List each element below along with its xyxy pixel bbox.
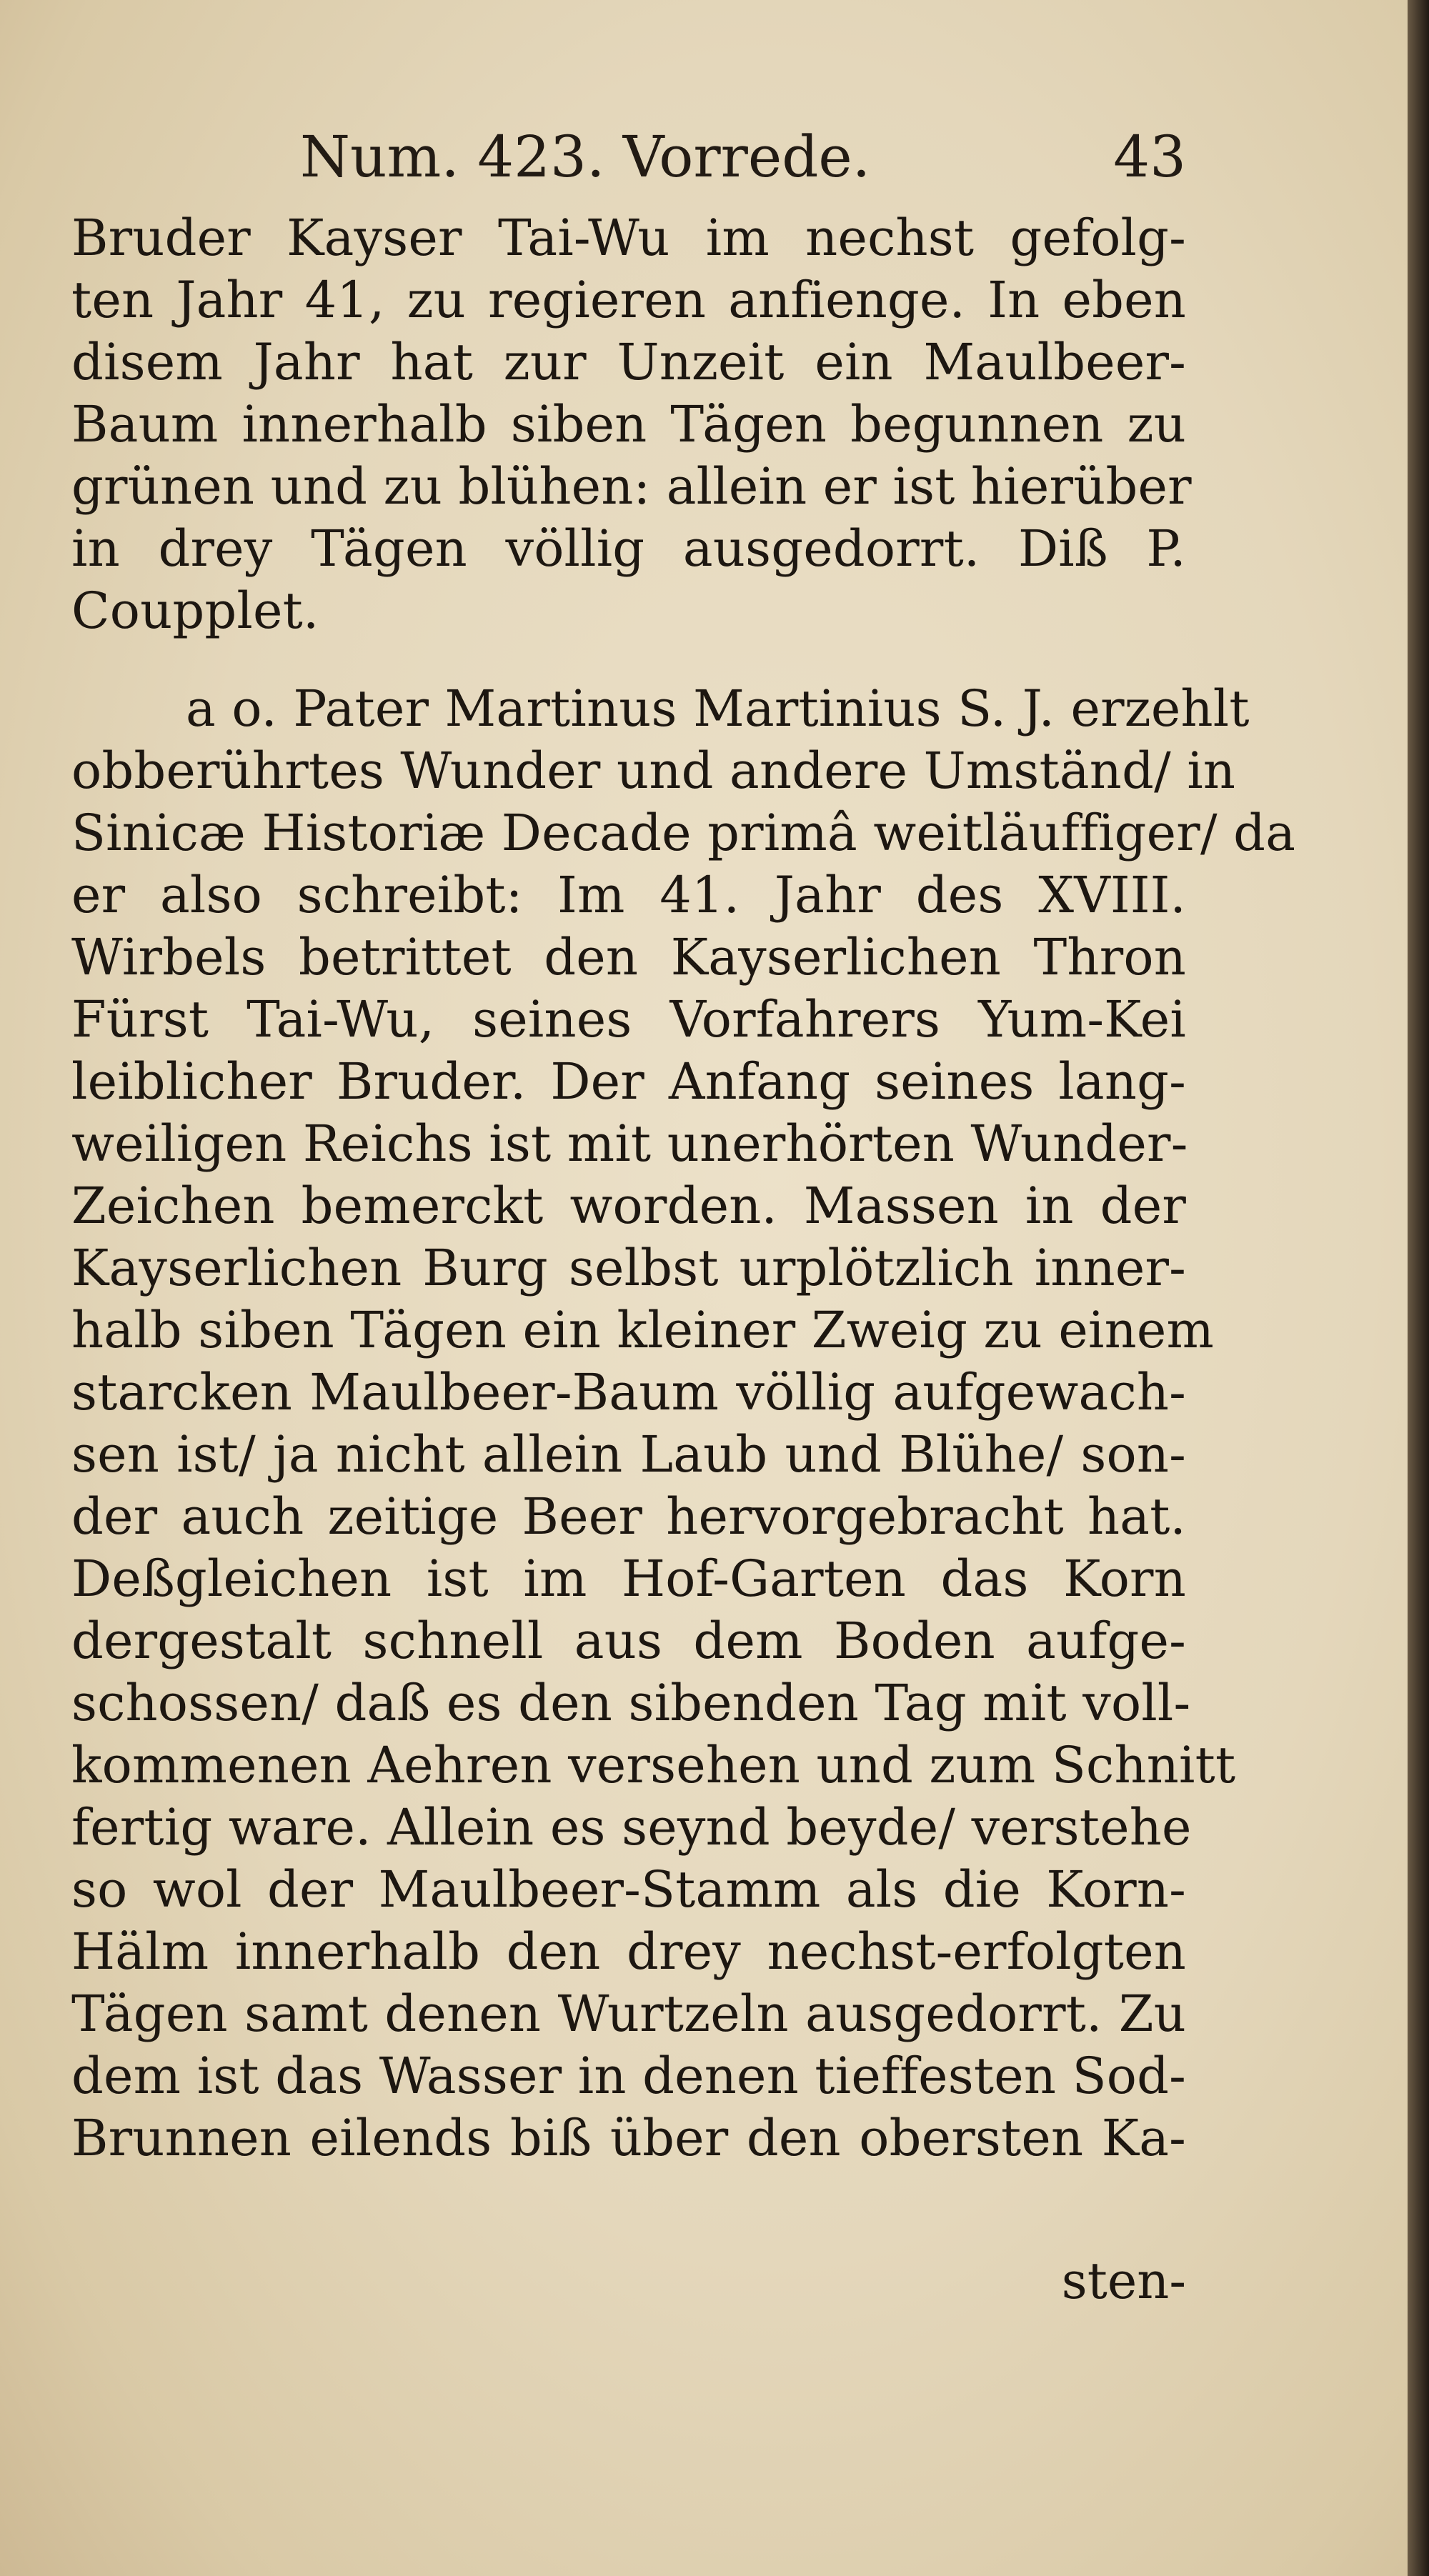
text-line: Zeichen bemerckt worden. Massen in der <box>71 1177 1186 1235</box>
text-line: er also schreibt: Im 41. Jahr des XVIII. <box>71 866 1186 924</box>
text-line: dem ist das Wasser in denen tieffesten Sod- <box>71 2047 1186 2105</box>
text-line: sen ist/ ja nicht allein Laub und Blühe/ son- <box>71 1425 1186 1484</box>
text-line: der auch zeitige Beer hervorgebracht hat. <box>71 1487 1186 1546</box>
paragraph-gap <box>71 642 1186 678</box>
text-line: Deßgleichen ist im Hof-Garten das Korn <box>71 1549 1186 1608</box>
text-line: a o. Pater Martinus Martinius S. J. erzehlt <box>186 679 1250 738</box>
text-line: grünen und zu blühen: allein er ist hierüber <box>71 457 1192 516</box>
text-line: Sinicæ Historiæ Decade primâ weitläuffiger/ da <box>71 804 1296 862</box>
text-line: Brunnen eilends biß über den obersten Ka- <box>71 2109 1186 2167</box>
header-title: Num. 423. Vorrede. <box>300 124 871 190</box>
text-line: dergestalt schnell aus dem Boden aufge- <box>71 1612 1186 1670</box>
running-header <box>300 107 1186 207</box>
text-line: Tägen samt denen Wurtzeln ausgedorrt. Zu <box>71 1985 1186 2043</box>
body-text <box>71 207 1296 2170</box>
text-line: fertig ware. Allein es seynd beyde/ verstehe <box>71 1798 1192 1857</box>
text-line: Baum innerhalb siben Tägen begunnen zu <box>71 395 1186 454</box>
text-line: in drey Tägen völlig ausgedorrt. Diß P. <box>71 519 1186 578</box>
text-line: Wirbels betrittet den Kayserlichen Thron <box>71 928 1186 987</box>
text-line: kommenen Aehren versehen und zum Schnitt <box>71 1736 1236 1794</box>
text-line: so wol der Maulbeer-Stamm als die Korn- <box>71 1860 1186 1919</box>
text-line: leiblicher Bruder. Der Anfang seines lang- <box>71 1052 1186 1111</box>
text-line: Coupplet. <box>71 581 319 640</box>
text-line: obberührtes Wunder und andere Umständ/ in <box>71 742 1236 800</box>
text-line: ten Jahr 41, zu regieren anfienge. In eben <box>71 271 1186 329</box>
catchword: sten- <box>1061 2252 1186 2310</box>
paragraph-2 <box>71 678 1296 2170</box>
text-line: Fürst Tai-Wu, seines Vorfahrers Yum-Kei <box>71 990 1186 1049</box>
text-line: halb siben Tägen ein kleiner Zweig zu einem <box>71 1301 1215 1359</box>
text-line: starcken Maulbeer-Baum völlig aufgewach- <box>71 1363 1186 1422</box>
text-line: disem Jahr hat zur Unzeit ein Maulbeer- <box>71 333 1186 391</box>
page-number: 43 <box>1113 124 1186 190</box>
text-line: Hälm innerhalb den drey nechst-erfolgten <box>71 1922 1186 1981</box>
text-line: Kayserlichen Burg selbst urplötzlich inner- <box>71 1239 1186 1297</box>
page-edge-shadow <box>1408 0 1429 2576</box>
paragraph-1 <box>71 207 1192 642</box>
text-line: weiligen Reichs ist mit unerhörten Wunder- <box>71 1114 1188 1173</box>
text-line: schossen/ daß es den sibenden Tag mit voll- <box>71 1674 1191 1732</box>
text-line: Bruder Kayser Tai-Wu im nechst gefolg- <box>71 209 1186 267</box>
